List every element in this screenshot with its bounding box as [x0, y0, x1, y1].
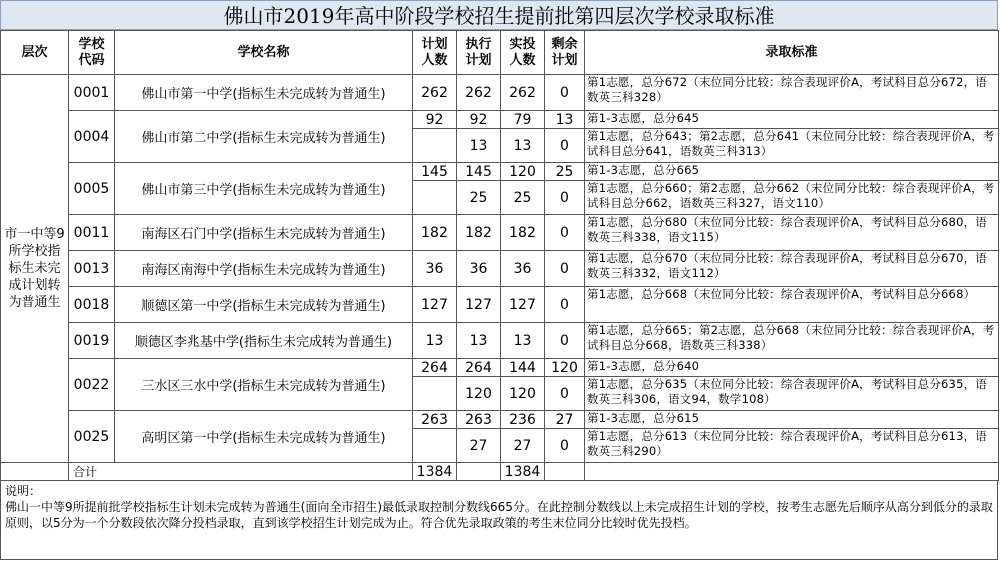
table-row	[1, 163, 999, 181]
admission-standard: 第1志愿，总分643；第2志愿，总分641（末位同分比较：综合表现评价A，考试科目总分641，语数英三科313）	[585, 129, 999, 163]
plan-count: 127	[413, 287, 457, 323]
exec-count: 262	[457, 75, 501, 111]
remain-count: 0	[545, 181, 585, 215]
remain-count: 0	[545, 215, 585, 251]
plan-count: 36	[413, 251, 457, 287]
admission-standard: 第1-3志愿，总分640	[585, 359, 999, 377]
header-exec: 执行计划	[457, 31, 501, 75]
exec-count: 264	[457, 359, 501, 377]
header-level: 层次	[1, 31, 69, 75]
plan-count: 182	[413, 215, 457, 251]
school-name: 南海区南海中学(指标生未完成转为普通生)	[115, 251, 413, 287]
table-row	[1, 215, 999, 251]
actual-count: 120	[501, 163, 545, 181]
total-actual: 1384	[501, 463, 545, 481]
actual-count: 127	[501, 287, 545, 323]
header-plan: 计划人数	[413, 31, 457, 75]
total-exec-blank	[457, 463, 501, 481]
school-code: 0011	[69, 215, 115, 251]
actual-count: 182	[501, 215, 545, 251]
admission-standard: 第1-3志愿，总分645	[585, 111, 999, 129]
actual-count: 25	[501, 181, 545, 215]
exec-count: 127	[457, 287, 501, 323]
plan-count	[413, 181, 457, 215]
footnote	[0, 481, 998, 560]
admission-standard: 第1志愿，总分613（末位同分比较：综合表现评价A，考试科目总分613，语数英三科290）	[585, 429, 999, 463]
school-name: 佛山市第二中学(指标生未完成转为普通生)	[115, 111, 413, 163]
plan-count	[413, 129, 457, 163]
exec-count: 92	[457, 111, 501, 129]
admission-standard: 第1志愿，总分665；第2志愿，总分668（末位同分比较：综合表现评价A，考试科目总分668，语数英三科338）	[585, 323, 999, 359]
actual-count: 120	[501, 377, 545, 411]
total-plan: 1384	[413, 463, 457, 481]
remain-count: 0	[545, 129, 585, 163]
footnote-text: 说明： 佛山一中等9所提前批学校指标生计划未完成转为普通生(面向全市招生)最低录取控制分数线665分。在此控制分数线以上未完成招生计划的学校，按考生志愿先后顺序从高分到低分的录取原则，以5分为一个分数段依次降分投档录取，直到该学校招生计划完成为止。符合优先录取政策的考生末位同分比较时优先投档。	[5, 484, 993, 530]
remain-count: 0	[545, 377, 585, 411]
remain-count: 0	[545, 287, 585, 323]
total-remain-blank	[545, 463, 585, 481]
exec-count: 182	[457, 215, 501, 251]
header-standard: 录取标准	[585, 31, 999, 75]
exec-count: 25	[457, 181, 501, 215]
total-std-blank	[585, 463, 999, 481]
admission-standard: 第1志愿，总分668（末位同分比较：综合表现评价A，考试科目总分668）	[585, 287, 999, 323]
exec-count: 36	[457, 251, 501, 287]
remain-count: 0	[545, 251, 585, 287]
plan-count: 145	[413, 163, 457, 181]
exec-count: 13	[457, 323, 501, 359]
actual-count: 36	[501, 251, 545, 287]
remain-count: 27	[545, 411, 585, 429]
school-code: 0018	[69, 287, 115, 323]
header-remain: 剩余计划	[545, 31, 585, 75]
remain-count: 120	[545, 359, 585, 377]
actual-count: 236	[501, 411, 545, 429]
exec-count: 120	[457, 377, 501, 411]
plan-count: 263	[413, 411, 457, 429]
table-row	[1, 251, 999, 287]
actual-count: 79	[501, 111, 545, 129]
school-code: 0005	[69, 163, 115, 215]
exec-count: 145	[457, 163, 501, 181]
header-actual: 实投人数	[501, 31, 545, 75]
table-row	[1, 75, 999, 111]
school-code: 0004	[69, 111, 115, 163]
level-cell: 市一中等9所学校指标生未完成计划转为普通生	[1, 75, 69, 463]
actual-count: 27	[501, 429, 545, 463]
actual-count: 13	[501, 129, 545, 163]
remain-count: 13	[545, 111, 585, 129]
admission-standard: 第1志愿，总分672（末位同分比较：综合表现评价A，考试科目总分672，语数英三科328）	[585, 75, 999, 111]
total-blank	[1, 463, 69, 481]
school-code: 0013	[69, 251, 115, 287]
total-label: 合计	[69, 463, 413, 481]
school-name: 顺德区李兆基中学(指标生未完成转为普通生)	[115, 323, 413, 359]
plan-count	[413, 377, 457, 411]
school-name: 佛山市第一中学(指标生未完成转为普通生)	[115, 75, 413, 111]
plan-count: 92	[413, 111, 457, 129]
header-code: 学校代码	[69, 31, 115, 75]
plan-count	[413, 429, 457, 463]
school-name: 高明区第一中学(指标生未完成转为普通生)	[115, 411, 413, 463]
school-name: 顺德区第一中学(指标生未完成转为普通生)	[115, 287, 413, 323]
school-code: 0025	[69, 411, 115, 463]
page-title: 佛山市2019年高中阶段学校招生提前批第四层次学校录取标准	[0, 0, 998, 30]
school-name: 南海区石门中学(指标生未完成转为普通生)	[115, 215, 413, 251]
exec-count: 27	[457, 429, 501, 463]
total-row	[1, 463, 999, 481]
school-name: 三水区三水中学(指标生未完成转为普通生)	[115, 359, 413, 411]
remain-count: 0	[545, 323, 585, 359]
school-code: 0022	[69, 359, 115, 411]
table-row	[1, 323, 999, 359]
remain-count: 0	[545, 429, 585, 463]
admission-standard: 第1志愿，总分680（末位同分比较：综合表现评价A，考试科目总分680，语数英三科338，语文115）	[585, 215, 999, 251]
table-row	[1, 359, 999, 377]
table-row	[1, 111, 999, 129]
admission-table	[0, 30, 999, 481]
header-name: 学校名称	[115, 31, 413, 75]
exec-count: 263	[457, 411, 501, 429]
plan-count: 264	[413, 359, 457, 377]
remain-count: 0	[545, 75, 585, 111]
school-code: 0019	[69, 323, 115, 359]
admission-standard: 第1志愿，总分660；第2志愿，总分662（末位同分比较：综合表现评价A，考试科目总分662，语数英三科327，语文110）	[585, 181, 999, 215]
table-row	[1, 287, 999, 323]
plan-count: 13	[413, 323, 457, 359]
remain-count: 25	[545, 163, 585, 181]
admission-standard: 第1志愿，总分635（末位同分比较：综合表现评价A，考试科目总分635，语数英三科306，语文94，数学108）	[585, 377, 999, 411]
actual-count: 262	[501, 75, 545, 111]
admission-standard: 第1-3志愿，总分665	[585, 163, 999, 181]
school-name: 佛山市第三中学(指标生未完成转为普通生)	[115, 163, 413, 215]
actual-count: 144	[501, 359, 545, 377]
admission-standard: 第1-3志愿，总分615	[585, 411, 999, 429]
exec-count: 13	[457, 129, 501, 163]
admission-standard: 第1志愿，总分670（末位同分比较：综合表现评价A，考试科目总分670，语数英三科332，语文112）	[585, 251, 999, 287]
school-code: 0001	[69, 75, 115, 111]
header-row	[1, 31, 999, 75]
plan-count: 262	[413, 75, 457, 111]
table-row	[1, 411, 999, 429]
actual-count: 13	[501, 323, 545, 359]
